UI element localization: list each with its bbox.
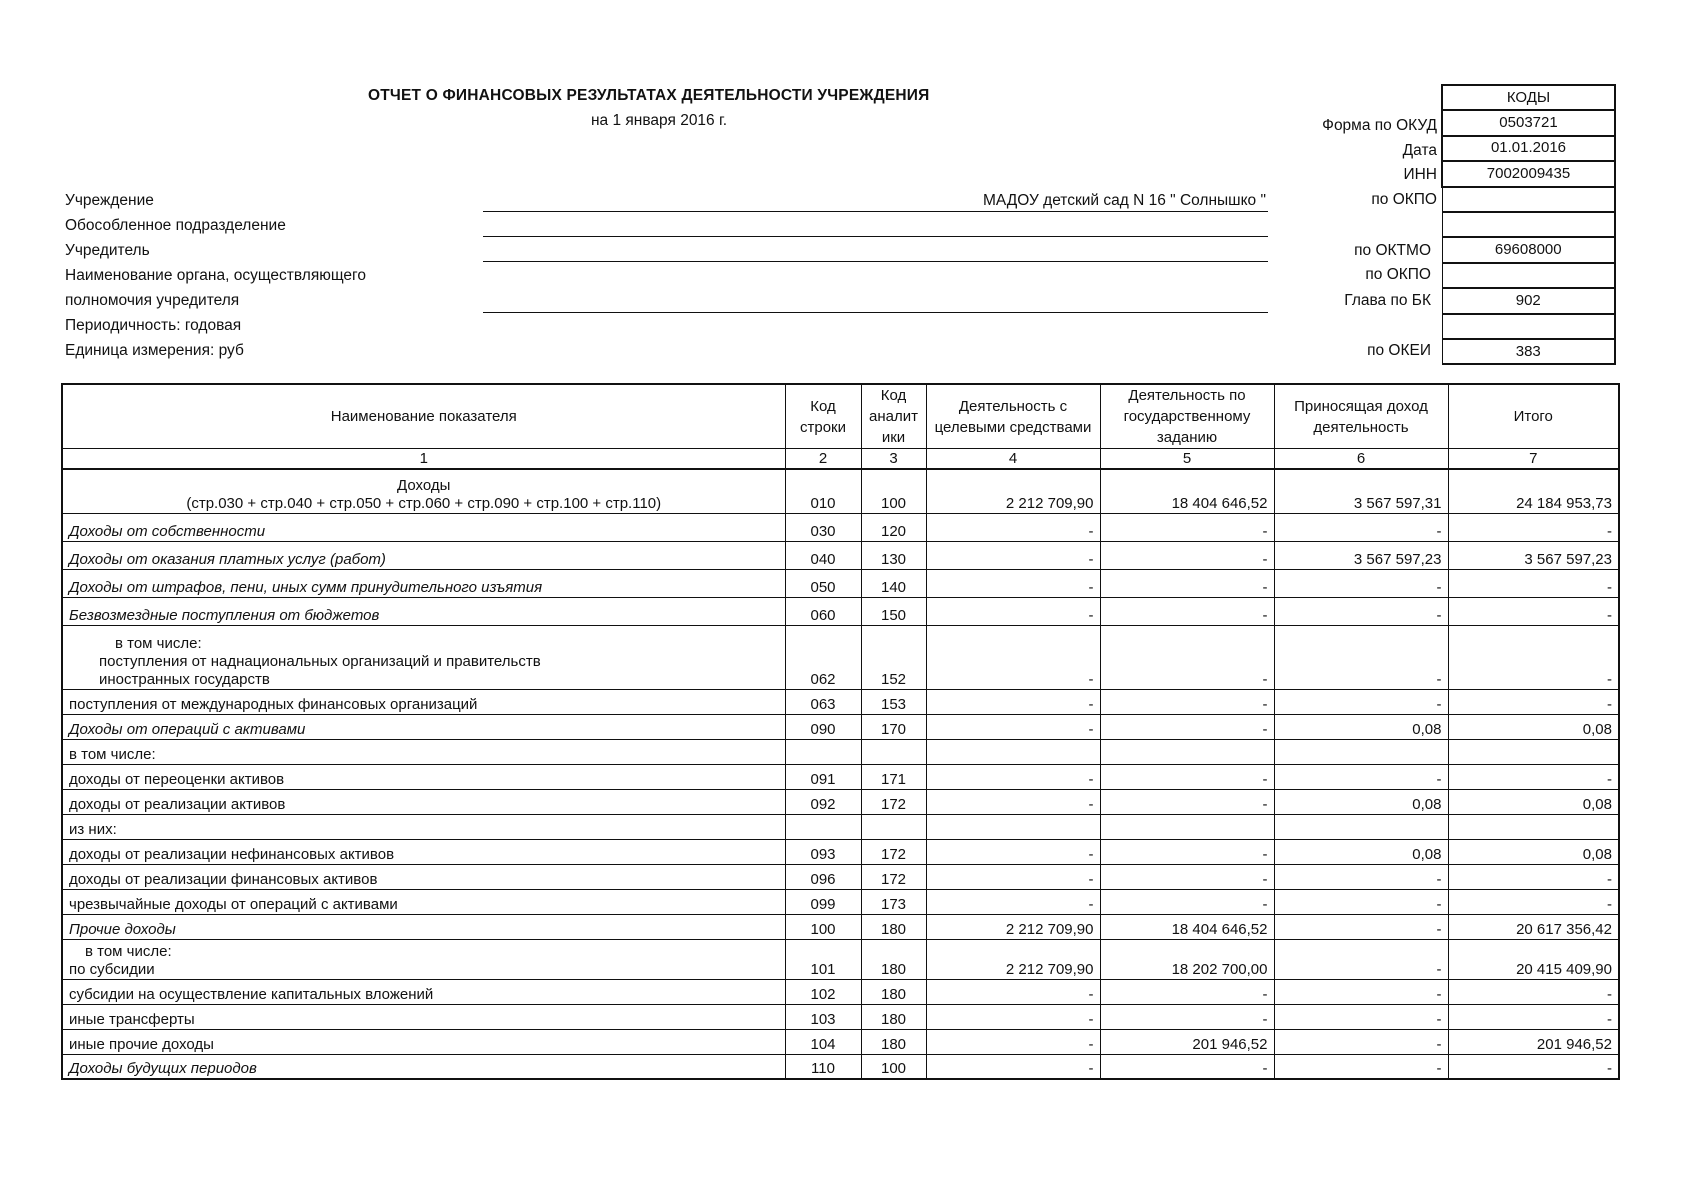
row-code <box>785 814 861 839</box>
row-col7: 0,08 <box>1448 789 1619 814</box>
row-analytic: 120 <box>861 513 926 541</box>
row-code <box>785 739 861 764</box>
row-col7: - <box>1448 597 1619 625</box>
row-name: доходы от переоценки активов <box>62 764 785 789</box>
row-name: из них: <box>62 814 785 839</box>
row-name: Доходы от штрафов, пени, иных сумм принудительного изъятия <box>62 569 785 597</box>
row-code: 096 <box>785 864 861 889</box>
row-name: Безвозмездные поступления от бюджетов <box>62 597 785 625</box>
table-row <box>62 1029 1619 1054</box>
row-analytic: 100 <box>861 469 926 513</box>
row-name: Доходы от оказания платных услуг (работ) <box>62 541 785 569</box>
row-code: 110 <box>785 1054 861 1079</box>
table-row <box>62 1054 1619 1079</box>
row-analytic: 152 <box>861 625 926 689</box>
row-name: доходы от реализации финансовых активов <box>62 864 785 889</box>
table-row <box>62 1004 1619 1029</box>
row-code: 091 <box>785 764 861 789</box>
row-prefix: в том числе: <box>85 942 172 960</box>
row-col5 <box>1100 814 1274 839</box>
row-analytic: 150 <box>861 597 926 625</box>
table-row <box>62 914 1619 939</box>
row-col7: 20 617 356,42 <box>1448 914 1619 939</box>
header-col7: Итого <box>1448 384 1619 449</box>
row-analytic: 172 <box>861 789 926 814</box>
row-analytic: 172 <box>861 864 926 889</box>
subdivision-line <box>483 236 1268 237</box>
header-col6: Приносящая доход деятельность <box>1274 384 1448 449</box>
row-col5: - <box>1100 541 1274 569</box>
row-col5: - <box>1100 513 1274 541</box>
row-name <box>62 469 785 513</box>
row-col6: 0,08 <box>1274 839 1448 864</box>
table-row <box>62 939 1619 979</box>
row-code: 050 <box>785 569 861 597</box>
row-col5: - <box>1100 979 1274 1004</box>
row-col4: - <box>926 1054 1100 1079</box>
row-col5: - <box>1100 625 1274 689</box>
row-col4: - <box>926 569 1100 597</box>
row-col6 <box>1274 739 1448 764</box>
row-col7: - <box>1448 513 1619 541</box>
okei-value: 383 <box>1442 339 1615 364</box>
row-col5: - <box>1100 839 1274 864</box>
authority-label-1: Наименование органа, осуществляющего <box>65 267 366 284</box>
row-code: 040 <box>785 541 861 569</box>
report-title: ОТЧЕТ О ФИНАНСОВЫХ РЕЗУЛЬТАТАХ ДЕЯТЕЛЬНОСТИ УЧРЕЖДЕНИЯ <box>368 87 930 104</box>
header-name: Наименование показателя <box>62 384 785 449</box>
row-name: в том числе: <box>62 739 785 764</box>
row-col4: - <box>926 1004 1100 1029</box>
row-col7: - <box>1448 625 1619 689</box>
table-row <box>62 541 1619 569</box>
row-col4: 2 212 709,90 <box>926 469 1100 513</box>
row-col4: - <box>926 1029 1100 1054</box>
row-col4: - <box>926 764 1100 789</box>
row-name <box>62 939 785 979</box>
row-name: поступления от международных финансовых организаций <box>62 689 785 714</box>
row-code: 104 <box>785 1029 861 1054</box>
row-code: 010 <box>785 469 861 513</box>
date-value: 01.01.2016 <box>1442 136 1615 161</box>
row-col4: - <box>926 625 1100 689</box>
institution-label: Учреждение <box>65 192 154 209</box>
row-analytic: 171 <box>861 764 926 789</box>
okpo-label: по ОКПО <box>1371 191 1437 208</box>
row-code: 100 <box>785 914 861 939</box>
row-analytic: 170 <box>861 714 926 739</box>
unit: Единица измерения: руб <box>65 342 244 359</box>
row-code: 063 <box>785 689 861 714</box>
row-col6: - <box>1274 597 1448 625</box>
row-col6: - <box>1274 1054 1448 1079</box>
row-col6: - <box>1274 1029 1448 1054</box>
row-name: иные трансферты <box>62 1004 785 1029</box>
row-code: 103 <box>785 1004 861 1029</box>
row-col6: - <box>1274 979 1448 1004</box>
row-col5: - <box>1100 714 1274 739</box>
table-row <box>62 739 1619 764</box>
row-analytic: 173 <box>861 889 926 914</box>
row-name: Доходы от операций с активами <box>62 714 785 739</box>
row-name: Прочие доходы <box>62 914 785 939</box>
row-col4: - <box>926 597 1100 625</box>
inn-label: ИНН <box>1403 166 1437 183</box>
row-col5: - <box>1100 789 1274 814</box>
row-col6: - <box>1274 864 1448 889</box>
row-col4: - <box>926 889 1100 914</box>
header-code-analytic: Код аналит ики <box>861 384 926 449</box>
row-col7: - <box>1448 1004 1619 1029</box>
row-col5: 18 404 646,52 <box>1100 469 1274 513</box>
row-col4: - <box>926 513 1100 541</box>
row-col4 <box>926 739 1100 764</box>
date-label: Дата <box>1402 142 1437 159</box>
row-col7: 0,08 <box>1448 839 1619 864</box>
row-name-line2: иностранных государств <box>99 670 270 688</box>
okpo-value <box>1442 187 1615 212</box>
row-col6: 3 567 597,31 <box>1274 469 1448 513</box>
blank-code-2 <box>1442 314 1615 339</box>
row-col6: 3 567 597,23 <box>1274 541 1448 569</box>
row-col5: - <box>1100 1004 1274 1029</box>
col-number: 6 <box>1274 449 1448 470</box>
row-col6: - <box>1274 569 1448 597</box>
row-analytic: 180 <box>861 979 926 1004</box>
founder-line <box>483 261 1268 262</box>
row-code: 099 <box>785 889 861 914</box>
row-col7: 24 184 953,73 <box>1448 469 1619 513</box>
row-analytic: 130 <box>861 541 926 569</box>
header-col4: Деятельность с целевыми средствами <box>926 384 1100 449</box>
row-code: 090 <box>785 714 861 739</box>
row-col7: - <box>1448 864 1619 889</box>
authority-line <box>483 312 1268 313</box>
col-number: 3 <box>861 449 926 470</box>
row-analytic: 180 <box>861 1029 926 1054</box>
row-col4: - <box>926 864 1100 889</box>
row-col7: 3 567 597,23 <box>1448 541 1619 569</box>
col-number: 5 <box>1100 449 1274 470</box>
row-col4: 2 212 709,90 <box>926 939 1100 979</box>
row-col5: - <box>1100 597 1274 625</box>
row-col5 <box>1100 739 1274 764</box>
row-name <box>62 625 785 689</box>
row-code: 093 <box>785 839 861 864</box>
oktmo-label: по ОКТМО <box>1354 242 1431 259</box>
row-col4: - <box>926 979 1100 1004</box>
row-name-line2: (стр.030 + стр.040 + стр.050 + стр.060 + стр.090 + стр.100 + стр.110) <box>186 494 662 512</box>
col-number: 4 <box>926 449 1100 470</box>
row-code: 102 <box>785 979 861 1004</box>
codes-box <box>1441 84 1616 365</box>
row-code: 101 <box>785 939 861 979</box>
table-row <box>62 839 1619 864</box>
row-col6: - <box>1274 889 1448 914</box>
row-analytic: 180 <box>861 914 926 939</box>
row-col6: - <box>1274 1004 1448 1029</box>
row-analytic: 140 <box>861 569 926 597</box>
row-col5: - <box>1100 864 1274 889</box>
blank-code <box>1442 212 1615 237</box>
institution-name: МАДОУ детский сад N 16 " Солнышко " <box>983 192 1266 209</box>
row-name-line1: по субсидии <box>69 960 155 978</box>
row-col6: 0,08 <box>1274 789 1448 814</box>
header-col5: Деятельность по государственному заданию <box>1100 384 1274 449</box>
table-row <box>62 597 1619 625</box>
glava-label: Глава по БК <box>1344 292 1431 309</box>
row-name: чрезвычайные доходы от операций с активами <box>62 889 785 914</box>
row-col4: - <box>926 541 1100 569</box>
row-col5: - <box>1100 1054 1274 1079</box>
col-number: 2 <box>785 449 861 470</box>
row-col6: - <box>1274 689 1448 714</box>
row-col5: - <box>1100 764 1274 789</box>
row-col6: - <box>1274 625 1448 689</box>
row-analytic <box>861 739 926 764</box>
col-number: 1 <box>62 449 785 470</box>
glava-value: 902 <box>1442 288 1615 313</box>
row-col4: - <box>926 789 1100 814</box>
row-code: 062 <box>785 625 861 689</box>
institution-line <box>483 211 1268 212</box>
subdivision-label: Обособленное подразделение <box>65 217 286 234</box>
row-analytic <box>861 814 926 839</box>
row-col7 <box>1448 814 1619 839</box>
report-date: на 1 января 2016 г. <box>591 112 728 129</box>
row-col4 <box>926 814 1100 839</box>
table-row <box>62 979 1619 1004</box>
row-name: Доходы будущих периодов <box>62 1054 785 1079</box>
table-row <box>62 764 1619 789</box>
okud-value: 0503721 <box>1442 110 1615 135</box>
table-row <box>62 789 1619 814</box>
codes-heading: КОДЫ <box>1442 85 1615 110</box>
row-code: 092 <box>785 789 861 814</box>
row-analytic: 100 <box>861 1054 926 1079</box>
row-col7: - <box>1448 979 1619 1004</box>
okud-label: Форма по ОКУД <box>1322 117 1437 134</box>
inn-value: 7002009435 <box>1442 161 1615 186</box>
row-col6: 0,08 <box>1274 714 1448 739</box>
okpo2-value <box>1442 263 1615 288</box>
row-col7: 201 946,52 <box>1448 1029 1619 1054</box>
row-analytic: 180 <box>861 1004 926 1029</box>
row-col4: - <box>926 839 1100 864</box>
table-row <box>62 889 1619 914</box>
okei-label: по ОКЕИ <box>1367 342 1431 359</box>
okpo2-label: по ОКПО <box>1365 266 1431 283</box>
row-name: иные прочие доходы <box>62 1029 785 1054</box>
row-analytic: 153 <box>861 689 926 714</box>
row-prefix: в том числе: <box>115 634 202 652</box>
row-col6: - <box>1274 939 1448 979</box>
table-row <box>62 814 1619 839</box>
row-col7: - <box>1448 889 1619 914</box>
row-col6: - <box>1274 914 1448 939</box>
row-col5: - <box>1100 689 1274 714</box>
col-number: 7 <box>1448 449 1619 470</box>
row-name: субсидии на осуществление капитальных вложений <box>62 979 785 1004</box>
table-row <box>62 513 1619 541</box>
row-col7: - <box>1448 689 1619 714</box>
row-col5: 18 404 646,52 <box>1100 914 1274 939</box>
table-row <box>62 569 1619 597</box>
row-name-line1: Доходы <box>397 476 451 494</box>
row-col4: - <box>926 689 1100 714</box>
periodicity: Периодичность: годовая <box>65 317 242 334</box>
row-col7 <box>1448 739 1619 764</box>
row-col6: - <box>1274 764 1448 789</box>
row-col4: - <box>926 714 1100 739</box>
row-col7: 20 415 409,90 <box>1448 939 1619 979</box>
table-row <box>62 625 1619 689</box>
founder-label: Учредитель <box>65 242 150 259</box>
row-col4: 2 212 709,90 <box>926 914 1100 939</box>
row-col7: 0,08 <box>1448 714 1619 739</box>
oktmo-value: 69608000 <box>1442 237 1615 262</box>
row-name: Доходы от собственности <box>62 513 785 541</box>
row-col6: - <box>1274 513 1448 541</box>
row-col5: - <box>1100 569 1274 597</box>
table-row <box>62 689 1619 714</box>
row-col5: - <box>1100 889 1274 914</box>
row-code: 060 <box>785 597 861 625</box>
row-code: 030 <box>785 513 861 541</box>
table-row <box>62 864 1619 889</box>
table-row <box>62 469 1619 513</box>
row-name: доходы от реализации нефинансовых активов <box>62 839 785 864</box>
row-col5: 18 202 700,00 <box>1100 939 1274 979</box>
row-col7: - <box>1448 764 1619 789</box>
row-col5: 201 946,52 <box>1100 1029 1274 1054</box>
header-code-line: Код строки <box>785 384 861 449</box>
row-col6 <box>1274 814 1448 839</box>
row-col7: - <box>1448 569 1619 597</box>
table-row <box>62 714 1619 739</box>
financial-results-table <box>61 383 1620 1080</box>
row-name: доходы от реализации активов <box>62 789 785 814</box>
row-analytic: 180 <box>861 939 926 979</box>
row-analytic: 172 <box>861 839 926 864</box>
authority-label-2: полномочия учредителя <box>65 292 240 309</box>
row-col7: - <box>1448 1054 1619 1079</box>
row-name-line1: поступления от наднациональных организаций и правительств <box>99 652 541 670</box>
